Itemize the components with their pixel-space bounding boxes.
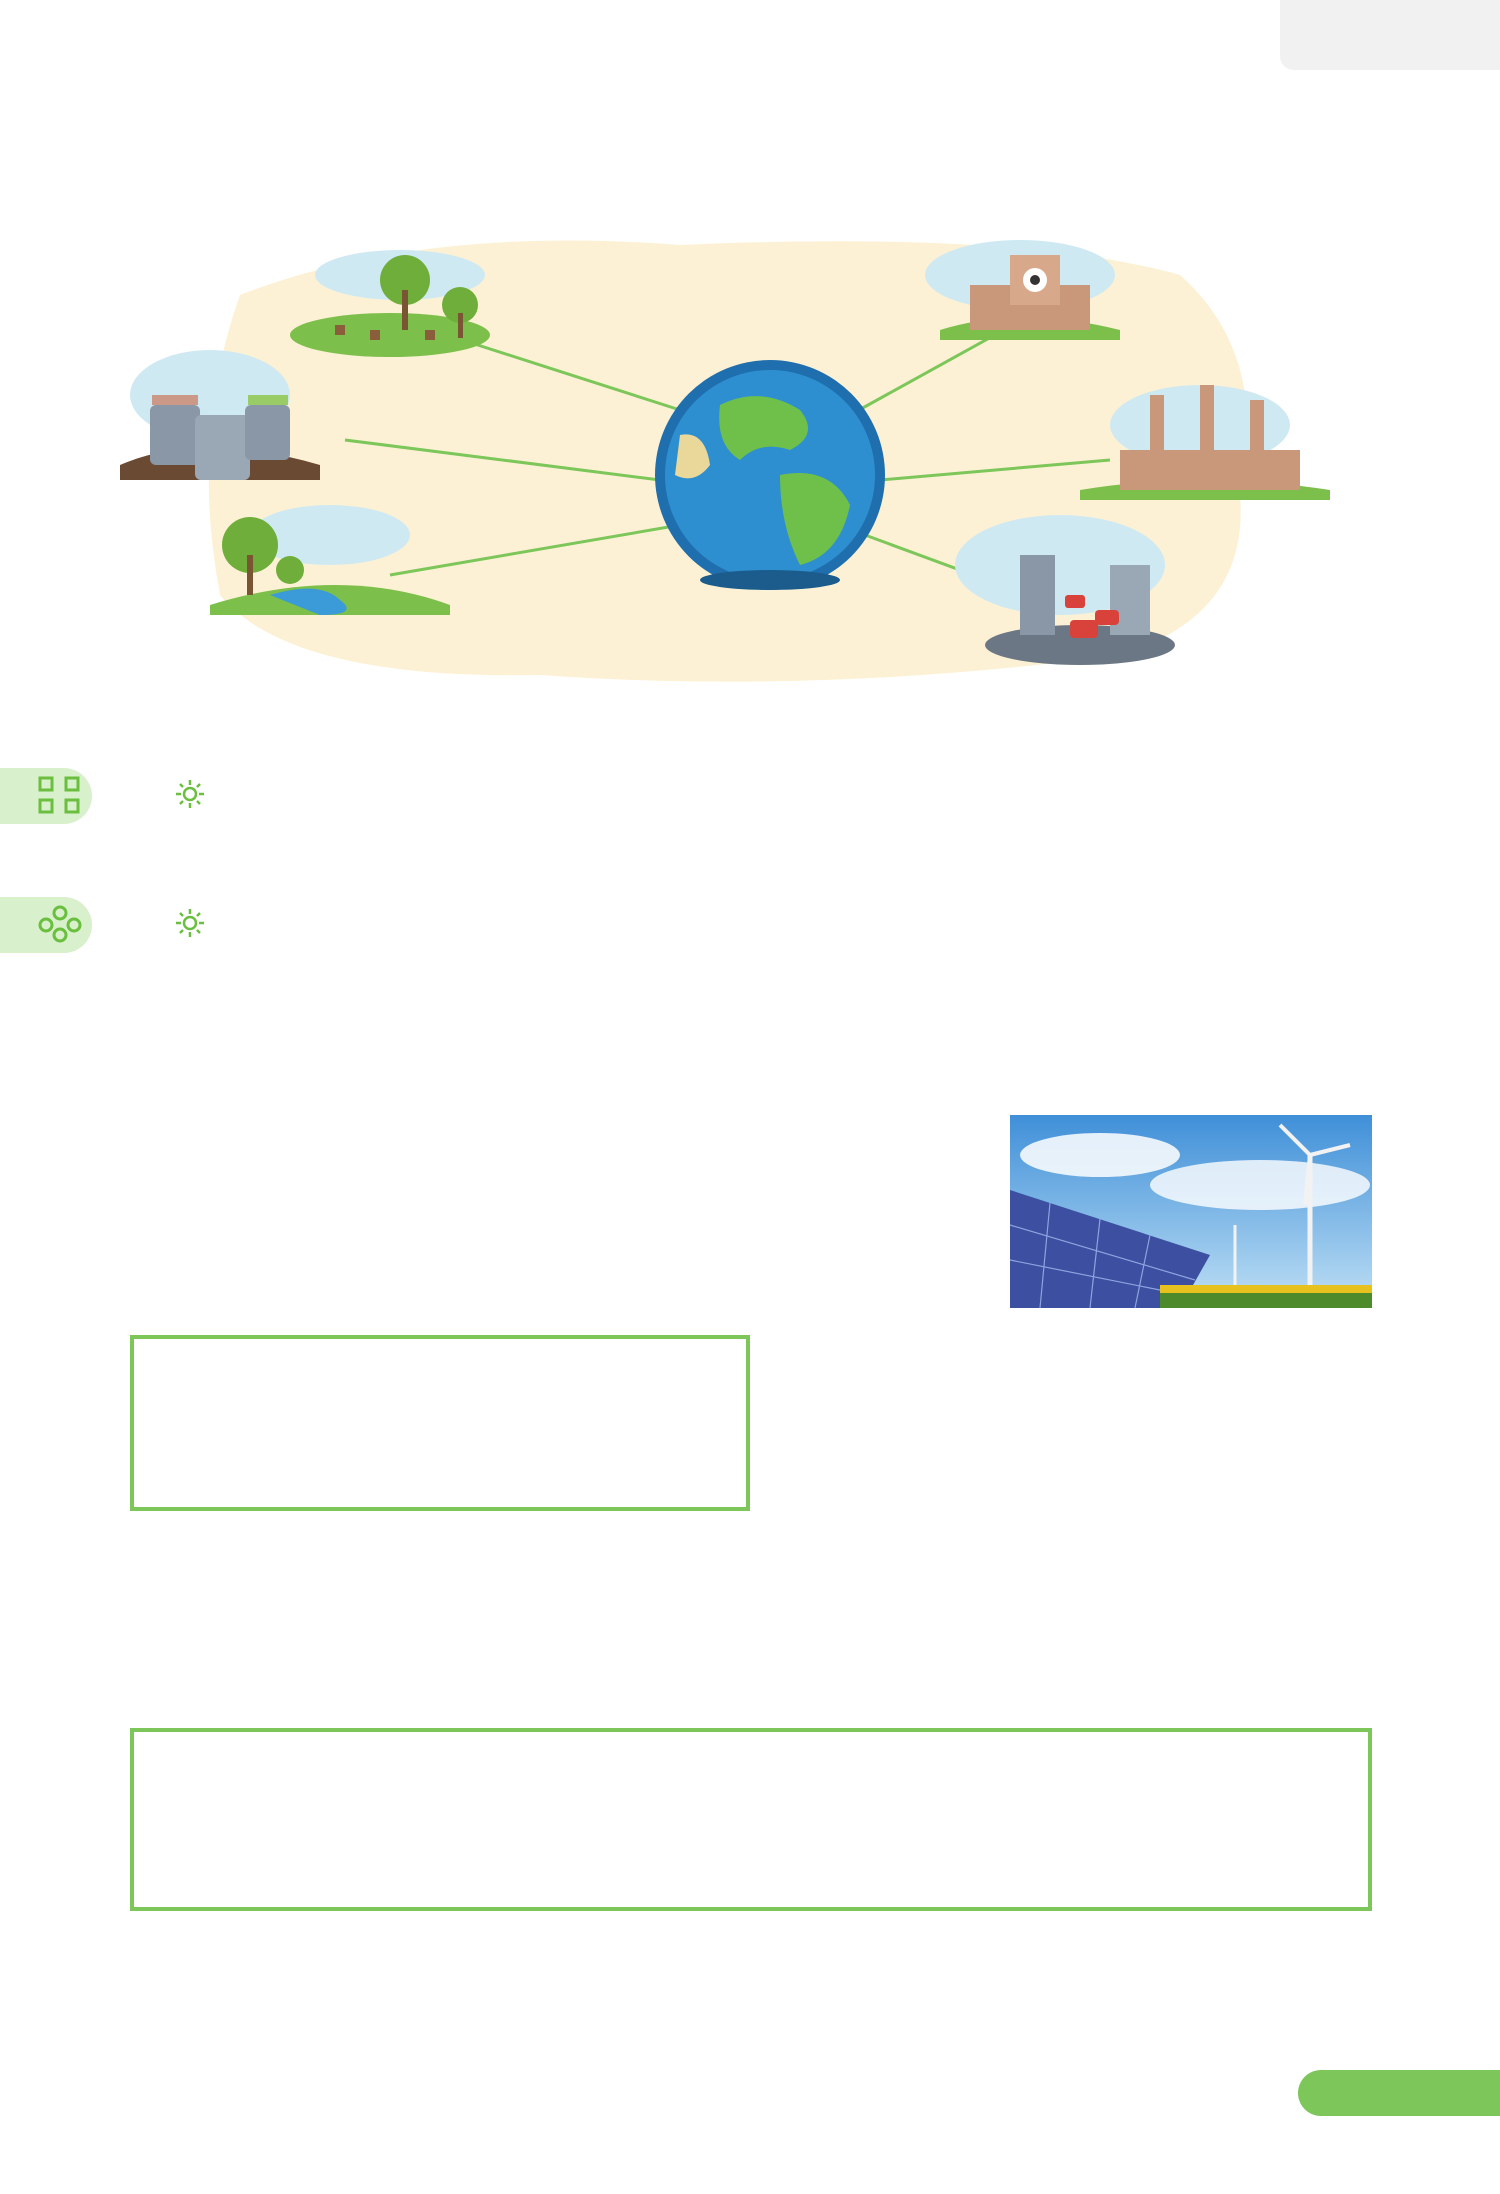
group-work-icon xyxy=(36,903,84,947)
decorative-dashes-bottom xyxy=(0,2016,1500,2024)
renewable-energy-photo xyxy=(1010,1115,1372,1308)
sun-icon xyxy=(175,908,205,938)
qr-code-tab[interactable] xyxy=(0,768,92,824)
group-work-tab[interactable] xyxy=(0,897,92,953)
traffic-pollution-icon xyxy=(955,515,1175,665)
definition-box xyxy=(130,1335,750,1511)
sun-icon xyxy=(175,779,205,809)
global-problems-illustration xyxy=(120,235,1380,685)
qr-code-icon xyxy=(36,774,84,818)
page-number xyxy=(1298,2070,1500,2116)
definition-box xyxy=(130,1728,1372,1911)
decorative-dots-top xyxy=(20,50,1290,74)
earth-globe-icon xyxy=(655,360,885,590)
table-of-contents-button[interactable] xyxy=(1280,0,1500,70)
